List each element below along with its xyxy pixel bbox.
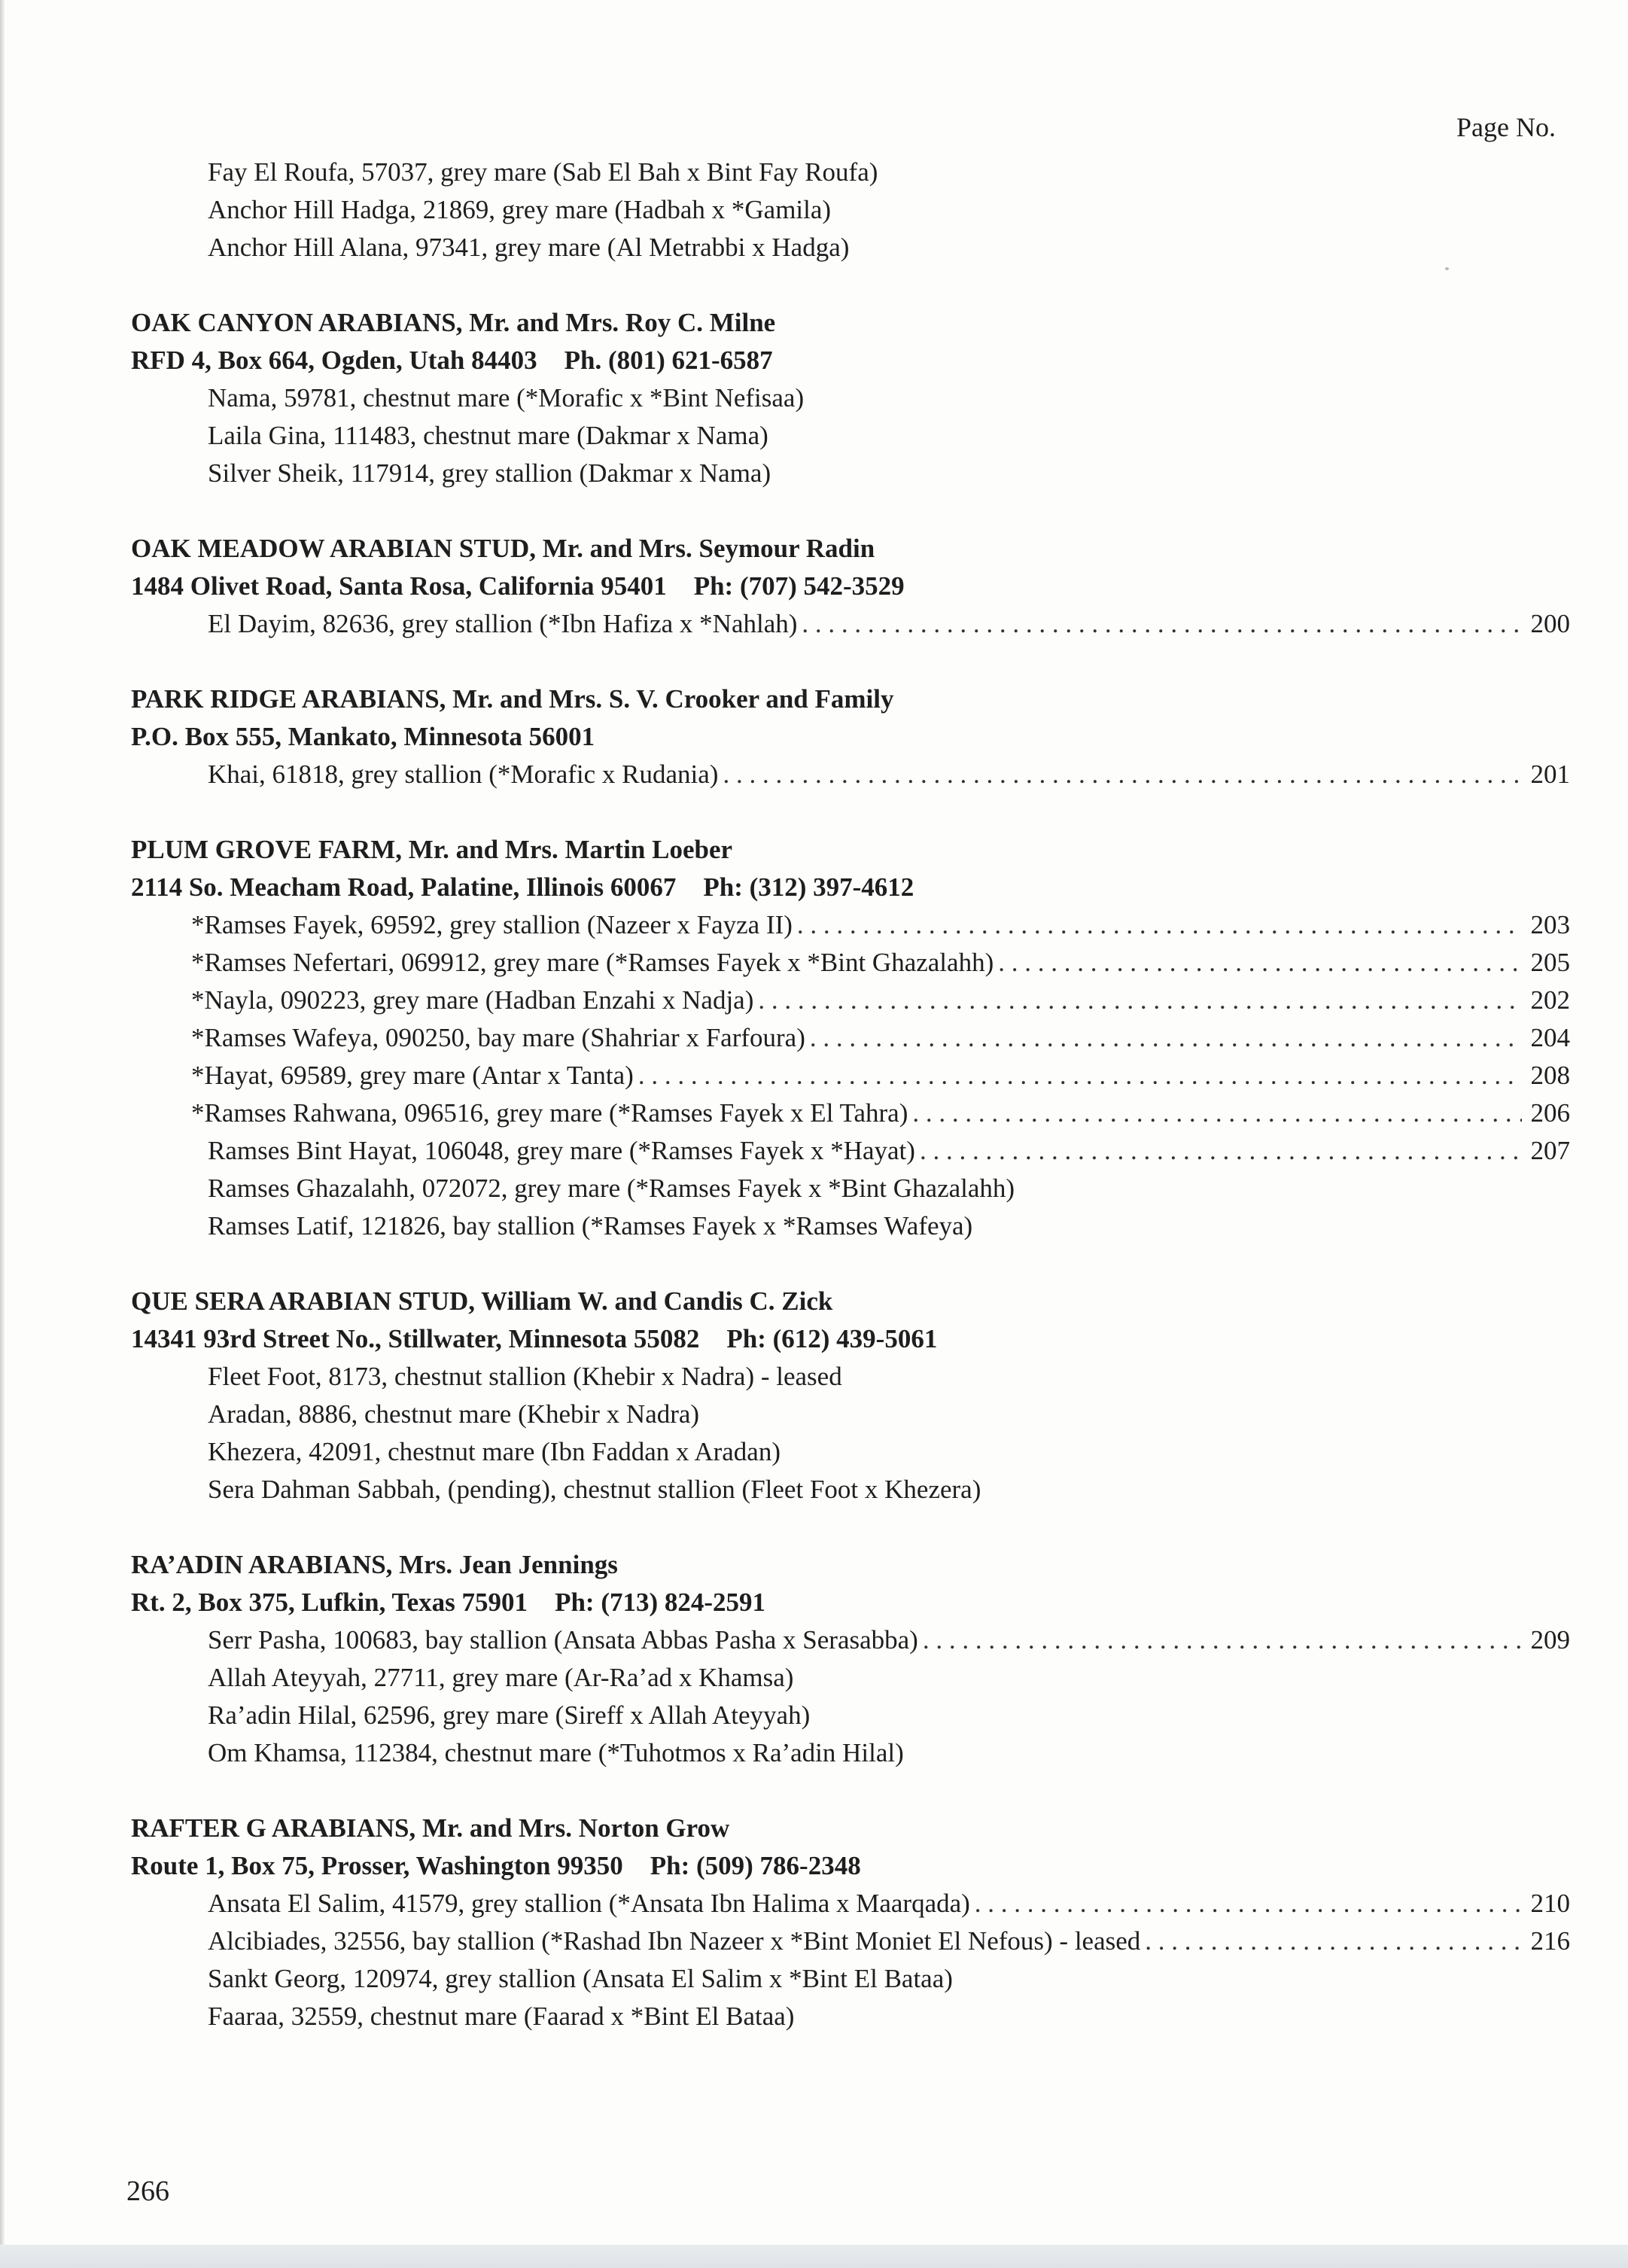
- horse-entry: [131, 229, 1570, 266]
- horse-entry-text: Aradan, 8886, chestnut mare (Khebir x Nadra): [208, 1399, 700, 1429]
- dot-leader: [970, 1885, 1522, 1922]
- horse-entry: [131, 1885, 1570, 1922]
- farm-address: Route 1, Box 75, Prosser, Washington 99350: [131, 1851, 623, 1880]
- horse-entry-text: Faaraa, 32559, chestnut mare (Faarad x *Bint El Bataa): [208, 2002, 795, 2031]
- farm-address: 1484 Olivet Road, Santa Rosa, California 95401: [131, 571, 667, 601]
- horse-entry: [131, 1094, 1570, 1132]
- page-no-column-header: Page No.: [1456, 112, 1556, 142]
- horse-entry: [131, 455, 1570, 492]
- farm-block: [131, 831, 1570, 1245]
- horse-entry-text: Fleet Foot, 8173, chestnut stallion (Khebir x Nadra) - leased: [208, 1362, 842, 1391]
- horse-entry-text: *Ramses Fayek, 69592, grey stallion (Nazeer x Fayza II): [191, 910, 793, 939]
- page-reference: 209: [1530, 1625, 1570, 1655]
- farm-address-line: [131, 718, 1570, 756]
- horse-entry-text: Sera Dahman Sabbah, (pending), chestnut stallion (Fleet Foot x Khezera): [208, 1475, 981, 1504]
- farm-address-line: [131, 1320, 1570, 1358]
- farm-address: Rt. 2, Box 375, Lufkin, Texas 75901: [131, 1588, 528, 1617]
- horse-entry-text: El Dayim, 82636, grey stallion (*Ibn Hafiza x *Nahlah): [208, 609, 798, 638]
- farm-address-line: [131, 869, 1570, 906]
- horse-entry-text: *Ramses Rahwana, 096516, grey mare (*Ramses Fayek x El Tahra): [191, 1098, 908, 1128]
- dot-leader: [718, 756, 1522, 793]
- dot-leader: [994, 944, 1522, 982]
- horse-entry-text: Ra’adin Hilal, 62596, grey mare (Sireff x Allah Ateyyah): [208, 1700, 811, 1730]
- horse-entry-text: Nama, 59781, chestnut mare (*Morafic x *Bint Nefisaa): [208, 383, 805, 413]
- horse-entry: [131, 1358, 1570, 1396]
- horse-entry: [131, 1207, 1570, 1245]
- horse-entry-text: Fay El Roufa, 57037, grey mare (Sab El Bah x Bint Fay Roufa): [208, 157, 878, 187]
- farm-address-line: [131, 342, 1570, 379]
- horse-entry: [131, 1960, 1570, 1998]
- farm-phone: Ph: (707) 542-3529: [693, 571, 905, 601]
- page-reference: 204: [1530, 1023, 1570, 1052]
- farm-block: [131, 680, 1570, 793]
- horse-entry-text: Serr Pasha, 100683, bay stallion (Ansata Abbas Pasha x Serasabba): [208, 1625, 918, 1655]
- horse-entry: [131, 191, 1570, 229]
- farm-address: 14341 93rd Street No., Stillwater, Minnesota 55082: [131, 1324, 700, 1353]
- dot-leader: [915, 1132, 1522, 1170]
- dot-leader: [753, 982, 1522, 1019]
- dot-leader: [908, 1094, 1522, 1132]
- page-reference: 200: [1530, 609, 1570, 638]
- horse-entry-text: *Ramses Nefertari, 069912, grey mare (*Ramses Fayek x *Bint Ghazalahh): [191, 948, 994, 977]
- page-reference: 203: [1530, 910, 1570, 939]
- horse-entry: [131, 1433, 1570, 1471]
- horse-entry: [131, 756, 1570, 793]
- farm-address: 2114 So. Meacham Road, Palatine, Illinois 60067: [131, 872, 677, 902]
- farm-name: OAK CANYON ARABIANS, Mr. and Mrs. Roy C. Milne: [131, 308, 776, 337]
- farm-name: QUE SERA ARABIAN STUD, William W. and Candis C. Zick: [131, 1286, 833, 1316]
- horse-entry-text: Anchor Hill Hadga, 21869, grey mare (Hadbah x *Gamila): [208, 195, 832, 224]
- horse-entry-text: Sankt Georg, 120974, grey stallion (Ansata El Salim x *Bint El Bataa): [208, 1964, 953, 1993]
- page-reference: 207: [1530, 1136, 1570, 1165]
- horse-entry: [131, 1659, 1570, 1697]
- farm-address-line: [131, 1584, 1570, 1621]
- page-reference: 216: [1530, 1926, 1570, 1956]
- page-bottom-band: [0, 2245, 1628, 2268]
- horse-entry: [131, 982, 1570, 1019]
- page-reference: 201: [1530, 760, 1570, 789]
- farm-phone: Ph: (509) 786-2348: [650, 1851, 861, 1880]
- dot-leader: [805, 1019, 1522, 1057]
- horse-entry-text: Ansata El Salim, 41579, grey stallion (*Ansata Ibn Halima x Maarqada): [208, 1889, 970, 1918]
- directory-listing: [131, 154, 1570, 2035]
- horse-entry: [131, 1621, 1570, 1659]
- horse-entry: [131, 1922, 1570, 1960]
- continued-entries: [131, 154, 1570, 266]
- horse-entry: [131, 417, 1570, 455]
- farm-phone: Ph: (612) 439-5061: [726, 1324, 938, 1353]
- dot-leader: [793, 906, 1522, 944]
- horse-entry-text: *Hayat, 69589, grey mare (Antar x Tanta): [191, 1061, 634, 1090]
- farm-name: RAFTER G ARABIANS, Mr. and Mrs. Norton Grow: [131, 1813, 730, 1843]
- page-reference: 205: [1530, 948, 1570, 977]
- horse-entry: [131, 1396, 1570, 1433]
- horse-entry-text: Ramses Latif, 121826, bay stallion (*Ramses Fayek x *Ramses Wafeya): [208, 1211, 973, 1241]
- horse-entry: [131, 379, 1570, 417]
- farm-address: RFD 4, Box 664, Ogden, Utah 84403: [131, 346, 537, 375]
- horse-entry-text: Alcibiades, 32556, bay stallion (*Rashad Ibn Nazeer x *Bint Moniet El Nefous) - leased: [208, 1926, 1141, 1956]
- farm-phone: Ph. (801) 621-6587: [564, 346, 773, 375]
- farm-name: OAK MEADOW ARABIAN STUD, Mr. and Mrs. Seymour Radin: [131, 534, 875, 563]
- page-edge-shadow: [0, 0, 5, 2268]
- horse-entry-text: Om Khamsa, 112384, chestnut mare (*Tuhotmos x Ra’adin Hilal): [208, 1738, 904, 1767]
- dot-leader: [1140, 1922, 1522, 1960]
- horse-entry: [131, 1471, 1570, 1508]
- farm-block: [131, 304, 1570, 492]
- horse-entry-text: Khezera, 42091, chestnut mare (Ibn Faddan x Aradan): [208, 1437, 781, 1466]
- page-number: 266: [126, 2175, 169, 2207]
- farm-name: RA’ADIN ARABIANS, Mrs. Jean Jennings: [131, 1550, 618, 1579]
- horse-entry: [131, 906, 1570, 944]
- horse-entry-text: Ramses Bint Hayat, 106048, grey mare (*Ramses Fayek x *Hayat): [208, 1136, 915, 1165]
- farm-phone: Ph: (713) 824-2591: [555, 1588, 766, 1617]
- horse-entry: [131, 1132, 1570, 1170]
- farm-address-line: [131, 1847, 1570, 1885]
- horse-entry-text: Silver Sheik, 117914, grey stallion (Dakmar x Nama): [208, 458, 771, 488]
- farm-address-line: [131, 568, 1570, 605]
- farm-name: PLUM GROVE FARM, Mr. and Mrs. Martin Loeber: [131, 835, 733, 864]
- horse-entry-text: *Ramses Wafeya, 090250, bay mare (Shahriar x Farfoura): [191, 1023, 805, 1052]
- horse-entry: [131, 944, 1570, 982]
- dot-leader: [797, 605, 1522, 643]
- page-reference: 208: [1530, 1061, 1570, 1090]
- horse-entry: [131, 1697, 1570, 1734]
- horse-entry-text: Allah Ateyyah, 27711, grey mare (Ar-Ra’ad x Khamsa): [208, 1663, 794, 1692]
- horse-entry-text: Laila Gina, 111483, chestnut mare (Dakmar x Nama): [208, 421, 768, 450]
- horse-entry: [131, 1734, 1570, 1772]
- horse-entry: [131, 1170, 1570, 1207]
- farm-address: P.O. Box 555, Mankato, Minnesota 56001: [131, 722, 595, 751]
- farm-phone: Ph: (312) 397-4612: [703, 872, 914, 902]
- dot-leader: [634, 1057, 1522, 1094]
- farm-list: [131, 304, 1570, 2035]
- farm-name: PARK RIDGE ARABIANS, Mr. and Mrs. S. V. Crooker and Family: [131, 684, 894, 714]
- horse-entry: [131, 1057, 1570, 1094]
- horse-entry-text: Anchor Hill Alana, 97341, grey mare (Al Metrabbi x Hadga): [208, 233, 850, 262]
- dot-leader: [918, 1621, 1522, 1659]
- horse-entry: [131, 605, 1570, 643]
- horse-entry-text: *Nayla, 090223, grey mare (Hadban Enzahi x Nadja): [191, 985, 754, 1015]
- farm-block: [131, 1810, 1570, 2035]
- page-reference: 210: [1530, 1889, 1570, 1918]
- page-reference: 206: [1530, 1098, 1570, 1128]
- farm-block: [131, 530, 1570, 643]
- horse-entry: [131, 1019, 1570, 1057]
- horse-entry: [131, 154, 1570, 191]
- horse-entry-text: Khai, 61818, grey stallion (*Morafic x Rudania): [208, 760, 719, 789]
- horse-entry: [131, 1998, 1570, 2035]
- farm-block: [131, 1283, 1570, 1508]
- horse-entry-text: Ramses Ghazalahh, 072072, grey mare (*Ramses Fayek x *Bint Ghazalahh): [208, 1174, 1015, 1203]
- page-reference: 202: [1530, 985, 1570, 1015]
- farm-block: [131, 1546, 1570, 1772]
